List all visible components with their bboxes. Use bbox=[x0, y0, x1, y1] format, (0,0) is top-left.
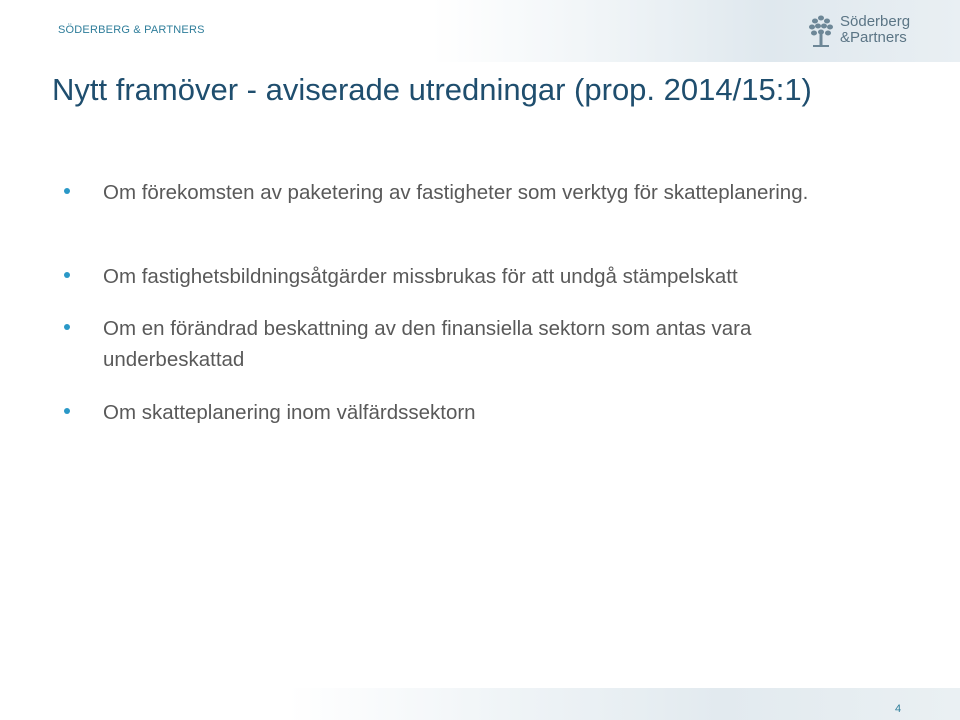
logo-line-1: Söderberg bbox=[840, 13, 911, 30]
bullet-dot-icon bbox=[64, 408, 70, 414]
bullet-item bbox=[64, 313, 884, 375]
bullet-dot-icon bbox=[64, 324, 70, 330]
logo-line-2: &Partners bbox=[840, 29, 907, 46]
bullet-text: Om fastighetsbildningsåtgärder missbrukas för att undgå stämpelskatt bbox=[103, 265, 738, 288]
bullet-text: Om skatteplanering inom välfärdssektorn bbox=[103, 401, 476, 424]
bullet-item bbox=[64, 397, 884, 428]
header-brand-text: SÖDERBERG & PARTNERS bbox=[58, 24, 205, 36]
bullet-item bbox=[64, 177, 884, 208]
bullet-text: Om förekomsten av paketering av fastigheter som verktyg för skatteplanering. bbox=[103, 181, 809, 204]
bullet-item bbox=[64, 261, 884, 292]
footer-band bbox=[0, 688, 960, 720]
slide-title: Nytt framöver - aviserade utredningar (prop. 2014/15:1) bbox=[52, 72, 812, 107]
bullet-text: Om en förändrad beskattning av den finansiella sektorn som antas vara underbeskattad bbox=[103, 317, 752, 371]
bullet-dot-icon bbox=[64, 188, 70, 194]
page-number: 4 bbox=[895, 703, 902, 715]
bullet-dot-icon bbox=[64, 272, 70, 278]
